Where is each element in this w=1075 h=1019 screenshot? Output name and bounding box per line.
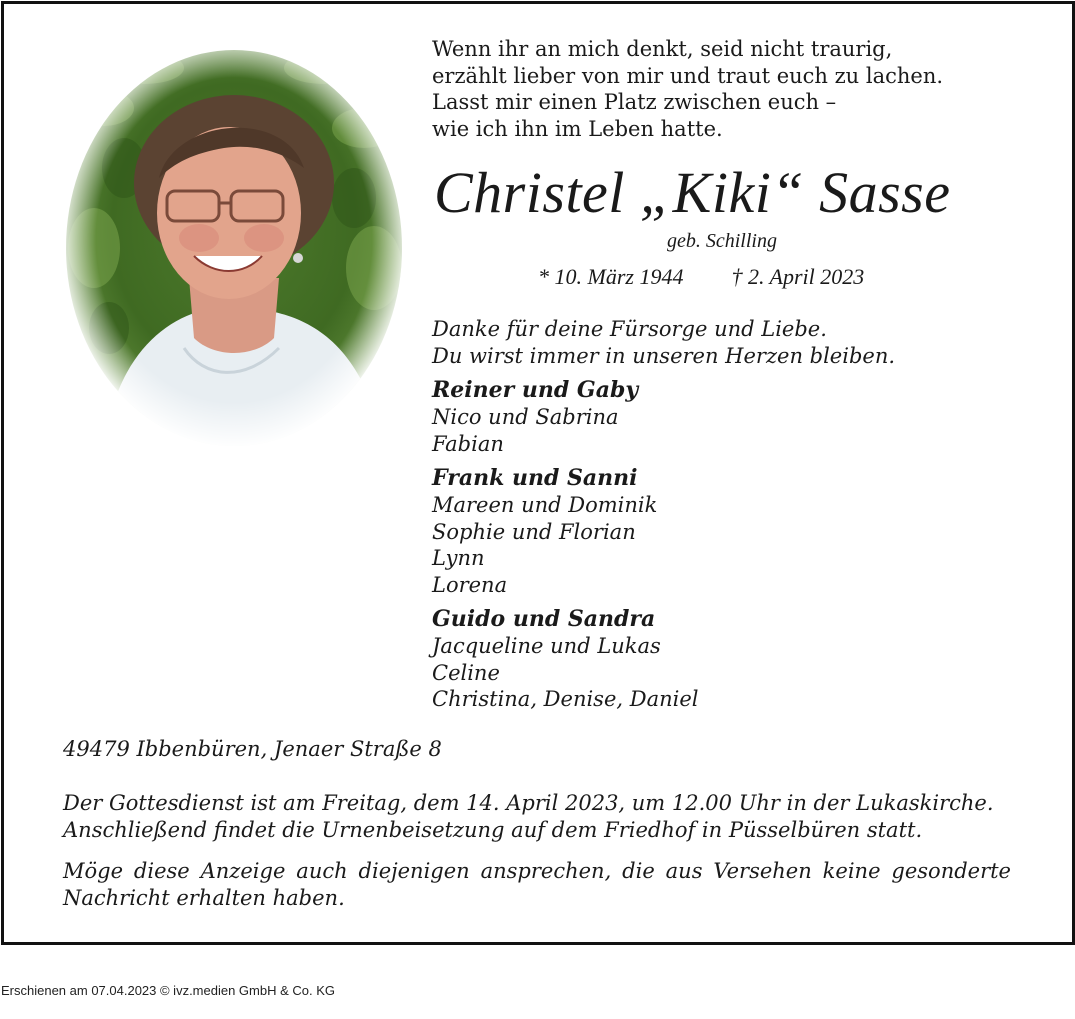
service-line: Der Gottesdienst ist am Freitag, dem 14. April 2023, um 12.00 Uhr in der Lukaskirche. xyxy=(63,791,994,815)
publication-footer: Erschienen am 07.04.2023 © ivz.medien GmbH & Co. KG xyxy=(1,983,336,998)
thanks-text xyxy=(432,316,895,369)
poem-line: Wenn ihr an mich denkt, seid nicht traurig, xyxy=(432,37,893,61)
mourner-address: 49479 Ibbenbüren, Jenaer Straße 8 xyxy=(63,737,442,761)
family-member: Christina, Denise, Daniel xyxy=(432,687,699,711)
family-group xyxy=(432,464,698,598)
service-line: Anschließend findet die Urnenbeisetzung auf dem Friedhof in Püsselbüren statt. xyxy=(63,817,923,842)
family-group xyxy=(432,376,698,457)
family-group xyxy=(432,605,698,713)
family-head: Reiner und Gaby xyxy=(432,377,639,403)
family-head: Frank und Sanni xyxy=(432,465,638,491)
memorial-poem xyxy=(432,36,943,142)
family-member: Fabian xyxy=(432,431,504,456)
birth-date: * 10. März 1944 xyxy=(538,264,684,289)
family-member: Lorena xyxy=(432,572,508,597)
poem-line: Lasst mir einen Platz zwischen euch – xyxy=(432,90,837,114)
funeral-service-info xyxy=(63,790,1011,843)
birth-name: geb. Schilling xyxy=(667,230,777,252)
mourners-list xyxy=(432,376,698,720)
life-dates xyxy=(538,264,864,290)
poem-line: wie ich ihn im Leben hatte. xyxy=(432,116,723,141)
thanks-line: Du wirst immer in unseren Herzen bleiben. xyxy=(432,343,896,368)
family-member: Sophie und Florian xyxy=(432,519,636,544)
notice-line: Nachricht erhalten haben. xyxy=(63,886,345,910)
portrait-photo xyxy=(64,48,404,448)
notice-line: Möge diese Anzeige auch diejenigen ansprechen, die aus Versehen keine gesonderte xyxy=(63,859,1011,883)
family-member: Celine xyxy=(432,660,500,685)
poem-line: erzählt lieber von mir und traut euch zu lachen. xyxy=(432,63,944,88)
family-member: Mareen und Dominik xyxy=(432,493,658,517)
notice-text xyxy=(63,858,1011,912)
deceased-name: Christel „Kiki“ Sasse xyxy=(434,160,951,225)
family-member: Jacqueline und Lukas xyxy=(432,634,661,658)
family-member: Lynn xyxy=(432,546,485,570)
death-date: † 2. April 2023 xyxy=(731,264,865,289)
family-member: Nico und Sabrina xyxy=(432,405,619,429)
thanks-line: Danke für deine Fürsorge und Liebe. xyxy=(432,317,827,341)
family-head: Guido und Sandra xyxy=(432,606,656,632)
